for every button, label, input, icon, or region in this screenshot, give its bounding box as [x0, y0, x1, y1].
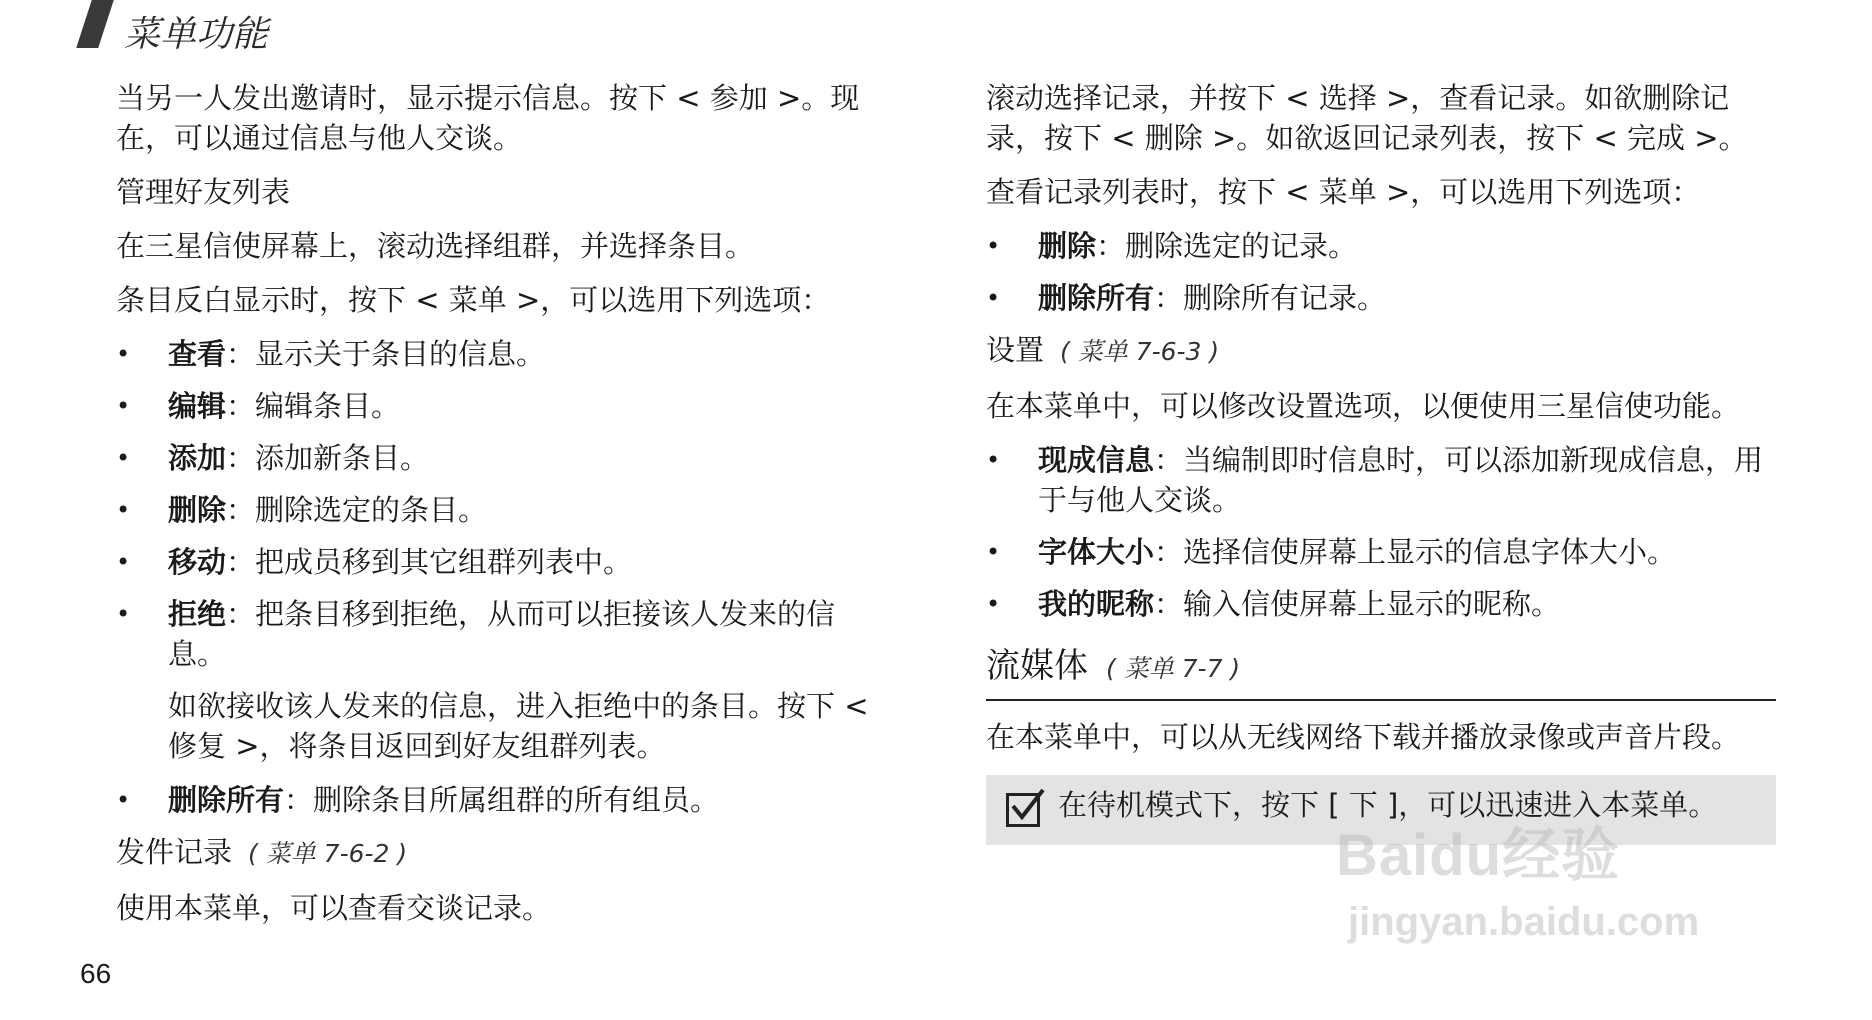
options-list	[116, 334, 876, 674]
subheading-settings: 设置 ( 菜单 7-6-3 )	[986, 333, 1220, 367]
list-item: • 移动：把成员移到其它组群列表中。	[116, 542, 876, 582]
intro-paragraph: 当另一人发出邀请时，显示提示信息。按下 < 参加 >。现在，可以通过信息与他人交谈。	[116, 81, 860, 155]
list-item: • 添加：添加新条目。	[116, 438, 876, 478]
checkmark-icon	[1006, 793, 1040, 827]
menu-reference: ( 菜单 7-6-2 )	[248, 839, 408, 868]
options-list-last	[116, 780, 876, 820]
list-item: • 字体大小：选择信使屏幕上显示的信息字体大小。	[986, 532, 1776, 572]
paragraph: 使用本菜单，可以查看交谈记录。	[116, 891, 552, 925]
right-column	[986, 78, 1776, 845]
paragraph: 滚动选择记录，并按下 < 选择 >，查看记录。如欲删除记录，按下 < 删除 >。如欲返回记录列表，按下 < 完成 >。	[986, 81, 1748, 155]
list-item: • 删除所有：删除条目所属组群的所有组员。	[116, 780, 876, 820]
settings-options-list	[986, 440, 1776, 624]
list-item: • 现成信息：当编制即时信息时，可以添加新现成信息，用于与他人交谈。	[986, 440, 1776, 520]
tip-text: 在待机模式下，按下 [ 下 ]，可以迅速进入本菜单。	[1058, 788, 1718, 822]
watermark-url: jingyan.baidu.com	[1348, 900, 1700, 944]
paragraph: 查看记录列表时，按下 < 菜单 >，可以选用下列选项：	[986, 175, 1701, 209]
options-list	[986, 226, 1776, 318]
page-number: 66	[80, 958, 112, 989]
left-column	[116, 78, 876, 942]
watermark-logo: Baidu经验	[1336, 823, 1621, 888]
list-item: • 删除所有：删除所有记录。	[986, 278, 1776, 318]
paragraph: 在三星信使屏幕上，滚动选择组群，并选择条目。	[116, 229, 755, 263]
paragraph: 条目反白显示时，按下 < 菜单 >，可以选用下列选项：	[116, 283, 831, 317]
list-item: • 删除：删除选定的记录。	[986, 226, 1776, 266]
list-item: • 查看：显示关于条目的信息。	[116, 334, 876, 374]
subheading-friend-list: 管理好友列表	[116, 175, 291, 209]
list-item: • 拒绝：把条目移到拒绝，从而可以拒接该人发来的信息。	[116, 594, 876, 674]
subheading-sent-log: 发件记录 ( 菜单 7-6-2 )	[116, 835, 408, 869]
list-item: • 编辑：编辑条目。	[116, 386, 876, 426]
header-accent-bar	[76, 0, 114, 48]
menu-reference: ( 菜单 7-6-3 )	[1060, 337, 1220, 366]
menu-reference: ( 菜单 7-7 )	[1106, 654, 1241, 683]
section-heading-streaming: 流媒体 ( 菜单 7-7 )	[986, 646, 1776, 701]
page-title: 菜单功能	[124, 14, 269, 55]
paragraph: 在本菜单中，可以从无线网络下载并播放录像或声音片段。	[986, 720, 1741, 754]
list-item: • 删除：删除选定的条目。	[116, 490, 876, 530]
indented-note: 如欲接收该人发来的信息，进入拒绝中的条目。按下 < 修复 >，将条目返回到好友组群列表。	[168, 689, 869, 763]
paragraph: 在本菜单中，可以修改设置选项，以便使用三星信使功能。	[986, 389, 1741, 423]
list-item: • 我的昵称：输入信使屏幕上显示的昵称。	[986, 584, 1776, 624]
